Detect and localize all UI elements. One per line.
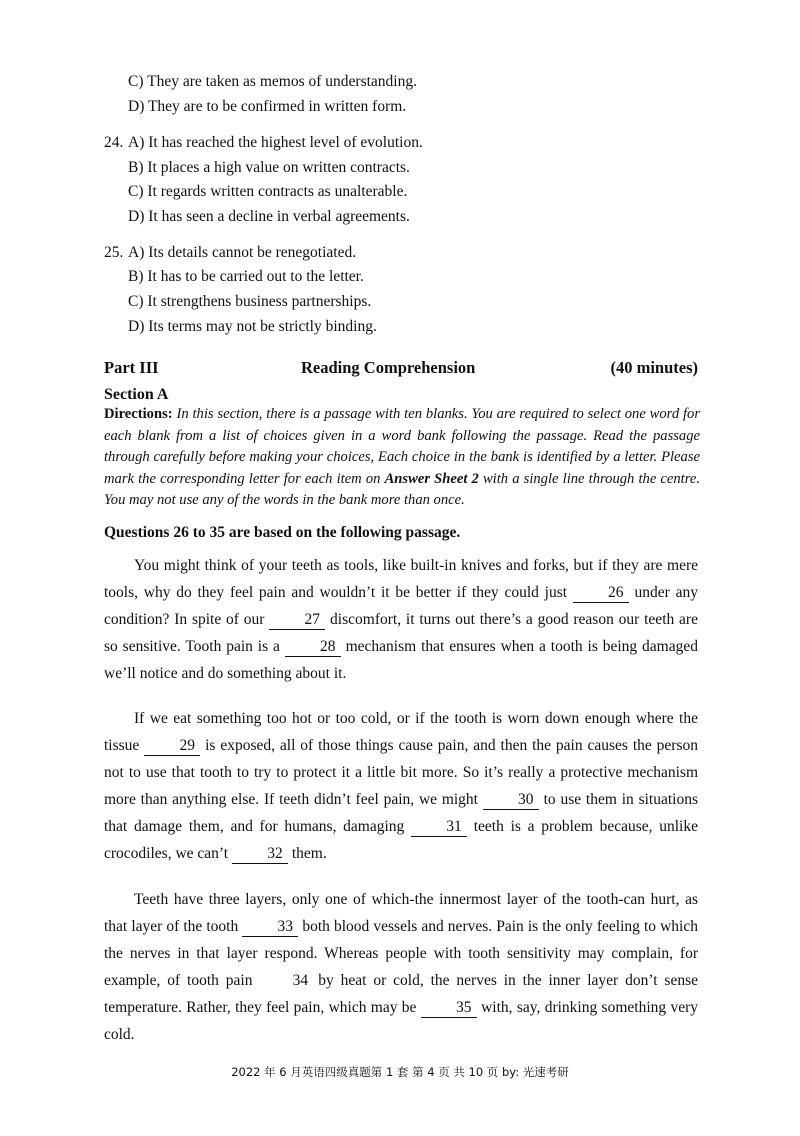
blank-28: 28 — [285, 638, 341, 657]
blank-29: 29 — [144, 737, 200, 756]
directions-text-2: with a single line through the centre. You may not use any of the words in the bank more than once. — [104, 470, 700, 509]
p3-text-4: with, say, drinking something very cold. — [104, 999, 698, 1043]
q25-option-d: D) Its terms may not be strictly binding. — [128, 318, 377, 335]
part-header — [104, 358, 698, 380]
part-time: (40 minutes) — [610, 358, 698, 377]
p1-text-2: under any condition? In spite of our — [104, 584, 698, 628]
q24-option-d: D) It has seen a decline in verbal agreements. — [128, 208, 410, 225]
p2-text-4: teeth is a problem because, unlike crocodiles, we can’t — [104, 818, 698, 862]
questions-heading: Questions 26 to 35 are based on the following passage. — [104, 524, 461, 541]
p2-text-1: If we eat something too hot or too cold, or if the tooth is worn down enough where the tissue — [104, 710, 698, 754]
q25-option-a: A) Its details cannot be renegotiated. — [128, 244, 357, 261]
page-footer: 2022 年 6 月英语四级真题第 1 套 第 4 页 共 10 页 by: 光速考研 — [231, 1065, 569, 1079]
p2-text-5: them. — [287, 845, 327, 862]
q24-option-a: A) It has reached the highest level of evolution. — [128, 134, 423, 151]
q25-number: 25. — [104, 244, 124, 261]
p3-text-3: by heat or cold, the nerves in the inner layer don’t sense temperature. Rather, they feel pain, which may be — [104, 972, 698, 1016]
p1-text-1: You might think of your teeth as tools, like built-in knives and forks, but if they are mere tools, why do they feel pain and wouldn’t it be better if they could just — [104, 557, 698, 601]
q25-option-c: C) It strengthens business partnerships. — [128, 293, 372, 310]
p3-text-1: Teeth have three layers, only one of which-the innermost layer of the tooth-can hurt, as that layer of the tooth — [104, 891, 698, 935]
part-label: Part III — [104, 358, 159, 377]
q23-option-d: D) They are to be confirmed in written form. — [128, 98, 407, 115]
q23-option-c: C) They are taken as memos of understanding. — [128, 73, 417, 90]
p2-text-2: is exposed, all of those things cause pain, and then the pain causes the person not to use that tooth to try to protect it a little bit more. So it’s really a protective mechanism more than anything else. If teeth didn’t feel pain, we might — [104, 737, 698, 808]
p3-text-2: both blood vessels and nerves. Pain is the only feeling to which the nerves in that layer respond. Whereas people with tooth sensitivity may complain, for example, of tooth pain — [104, 918, 698, 989]
directions — [104, 404, 700, 512]
p1-text-3: discomfort, it turns out there’s a good reason our teeth are so sensitive. Tooth pain is a — [104, 611, 698, 655]
q24-option-b: B) It places a high value on written contracts. — [128, 159, 410, 176]
section-heading: Section A — [104, 386, 169, 403]
p2-text-3: to use them in situations that damage them, and for humans, damaging — [104, 791, 698, 835]
directions-label: Directions: — [104, 406, 173, 422]
blank-27: 27 — [269, 611, 325, 630]
answer-sheet-ref: Answer Sheet 2 — [384, 470, 479, 487]
blank-33: 33 — [242, 918, 298, 937]
passage-paragraph-3 — [104, 886, 698, 1048]
directions-text-1: In this section, there is a passage with ten blanks. You are required to select one word for each blank from a list of choices given in a word bank following the passage. Read the passage through carefully before making your choices, Each choice in the bank is identified by a letter. Please mark the corresponding letter for each item on — [104, 406, 700, 487]
passage-paragraph-2 — [104, 705, 698, 867]
passage-paragraph-1 — [104, 552, 698, 687]
blank-30: 30 — [483, 791, 539, 810]
p1-text-4: mechanism that ensures when a tooth is being damaged we’ll notice and do something about it. — [104, 638, 698, 682]
blank-31: 31 — [411, 818, 467, 837]
blank-32: 32 — [232, 845, 288, 864]
blank-35: 35 — [421, 999, 477, 1018]
blank-34: 34 — [292, 972, 309, 989]
q24-number: 24. — [104, 134, 124, 151]
blank-26: 26 — [573, 584, 629, 603]
q24-option-c: C) It regards written contracts as unalterable. — [128, 183, 408, 200]
part-title: Reading Comprehension — [301, 358, 476, 377]
q25-option-b: B) It has to be carried out to the letter. — [128, 268, 364, 285]
